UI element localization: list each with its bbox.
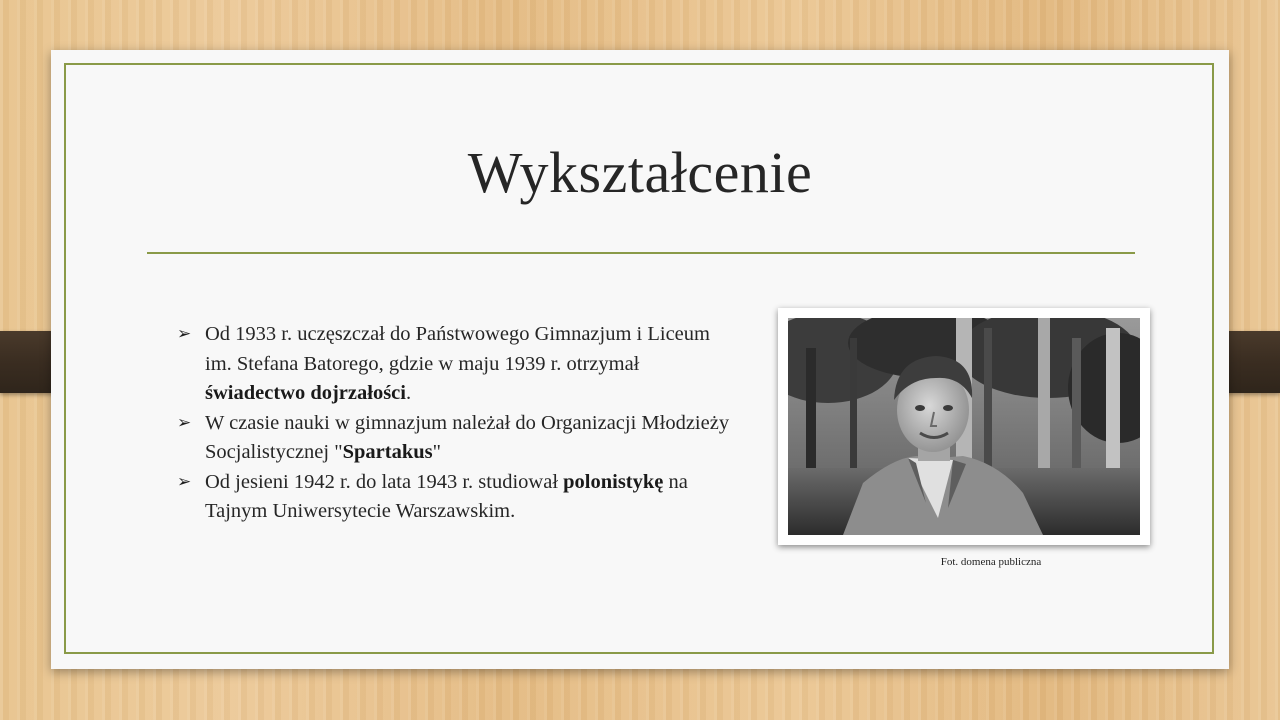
bullet-bold-text: świadectwo dojrzałości bbox=[205, 382, 406, 404]
slide-title: Wykształcenie bbox=[467, 140, 813, 205]
bullet-text: na Tajnym Uniwersytecie Warszawskim. bbox=[205, 470, 688, 522]
bullet-text: Od jesieni 1942 r. do lata 1943 r. studiował bbox=[205, 470, 564, 493]
bullet-list bbox=[177, 320, 737, 527]
arrowhead-bullet-icon: ➢ bbox=[177, 471, 192, 492]
bullet-item bbox=[177, 468, 737, 527]
bullet-text: W czasie nauki w gimnazjum należał do Organizacji Młodzieży Socjalistycznej " bbox=[205, 411, 730, 463]
slide bbox=[51, 50, 1229, 669]
bullet-text: . bbox=[405, 382, 412, 404]
photo-frame bbox=[778, 308, 1150, 545]
title-divider bbox=[147, 252, 1135, 254]
photo-caption: Fot. domena publiczna bbox=[940, 556, 1042, 568]
bullet-text: Od 1933 r. uczęszczał do Państwowego Gimnazjum i Liceum im. Stefana Batorego, gdzie w maju 1939 r. otrzymał bbox=[205, 323, 710, 375]
portrait-photo-illustration bbox=[788, 318, 1140, 535]
bullet-bold-text: Spartakus bbox=[342, 441, 433, 463]
arrowhead-bullet-icon: ➢ bbox=[177, 412, 192, 433]
arrowhead-bullet-icon: ➢ bbox=[177, 324, 192, 344]
portrait-photo bbox=[788, 318, 1140, 535]
bullet-text: " bbox=[432, 441, 441, 463]
bullet-bold-text: polonistykę bbox=[563, 470, 664, 493]
bullet-item bbox=[177, 409, 737, 468]
bullet-item bbox=[177, 320, 737, 409]
